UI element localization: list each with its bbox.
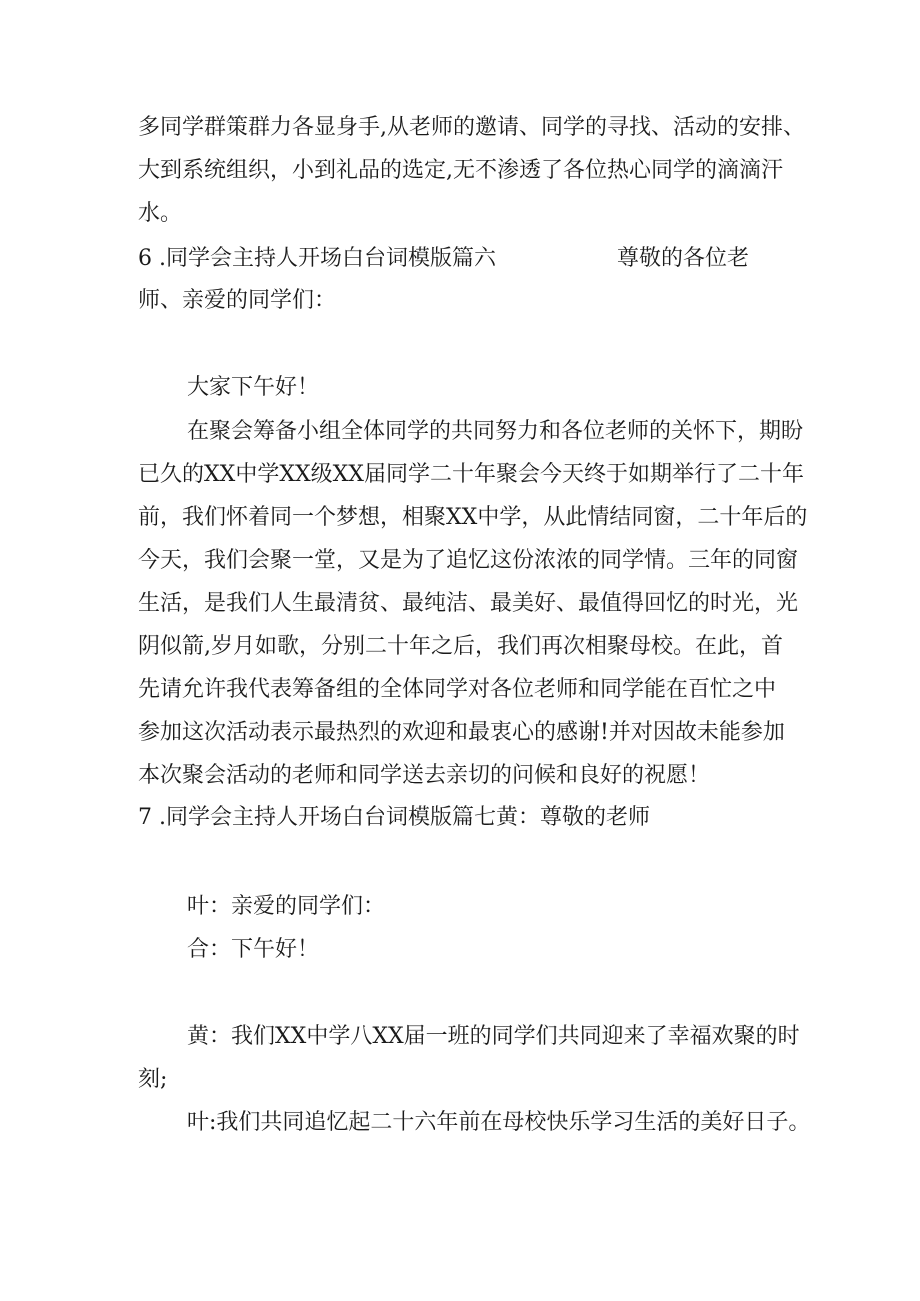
section6-salutation-part2: 师、亲爱的同学们：: [138, 288, 337, 313]
section6-greeting: 大家下午好！: [187, 375, 320, 400]
section6-body-line-1: 在聚会筹备小组全体同学的共同努力和各位老师的关怀下，期盼: [187, 419, 804, 444]
section7-line-huang-a: 黄：我们XX中学八XX届一班的同学们共同迎来了幸福欢聚的时: [187, 1024, 800, 1049]
intro-line-2: 大到系统组织，小到礼品的选定,无不渗透了各位热心同学的滴滴汗: [138, 158, 783, 183]
section6-body-line-3: 前，我们怀着同一个梦想，相聚XX中学，从此情结同窗，二十年后的: [138, 505, 808, 530]
section6-body-line-8: 参加这次活动表示最热烈的欢迎和最衷心的感谢!并对因故未能参加: [138, 720, 785, 745]
section7-line-ye-1: 叶：亲爱的同学们：: [187, 894, 386, 919]
section6-body-line-9: 本次聚会活动的老师和同学送去亲切的问候和良好的祝愿！: [138, 763, 711, 788]
intro-line-1: 多同学群策群力各显身手,从老师的邀请、同学的寻找、活动的安排、: [138, 115, 805, 140]
section6-salutation-part1: 尊敬的各位老: [617, 246, 750, 271]
section7-line-huang-b: 刻;: [138, 1067, 168, 1092]
section7-heading: 7 .同学会主持人开场白台词模版篇七黄：尊敬的老师: [138, 805, 650, 830]
section6-heading: 6 .同学会主持人开场白台词模版篇六: [138, 246, 496, 271]
section7-line-ye-2: 叶:我们共同追忆起二十六年前在母校快乐学习生活的美好日子。: [187, 1110, 811, 1135]
section6-body-line-2: 已久的XX中学XX级XX届同学二十年聚会今天终于如期举行了二十年: [138, 462, 804, 487]
section6-body-line-4: 今天，我们会聚一堂，又是为了追忆这份浓浓的同学情。三年的同窗: [138, 548, 799, 573]
section7-line-he: 合：下午好！: [187, 937, 320, 962]
section6-body-line-5: 生活，是我们人生最清贫、最纯洁、最美好、最值得回忆的时光，光: [138, 591, 799, 616]
section6-body-line-6: 阴似箭,岁月如歌，分别二十年之后，我们再次相聚母校。在此，首: [138, 634, 783, 659]
section6-body-line-7: 先请允许我代表筹备组的全体同学对各位老师和同学能在百忙之中: [138, 677, 777, 702]
intro-line-3: 水。: [138, 201, 183, 226]
